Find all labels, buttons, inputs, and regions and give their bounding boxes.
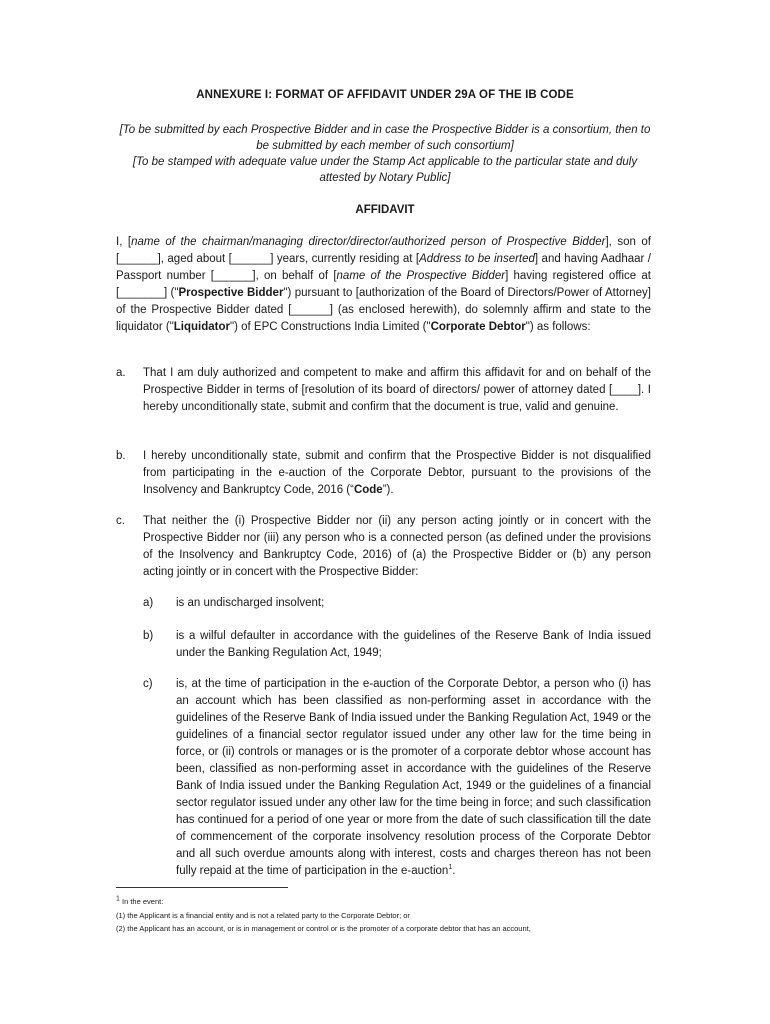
clause-text: I hereby unconditionally state, submit and confirm that the Prospective Bidder is not disqualified from participating in the e-auction of the Corporate Debtor, pursuant to the provisions of the Insolvency and Bankruptcy Code, 2016 (“Code”). xyxy=(143,450,651,496)
subclause-marker: b) xyxy=(143,630,154,642)
footnote-rule xyxy=(116,887,288,888)
instruction-stamp: [To be stamped with adequate value under the Stamp Act applicable to the particular state and duly attested by Notary Public] xyxy=(132,156,638,184)
affidavit-heading: AFFIDAVIT xyxy=(355,204,415,216)
instruction-consortium: [To be submitted by each Prospective Bidder and in case the Prospective Bidder is a consortium, then to be submitted by each member of such consortium] xyxy=(119,124,651,152)
clause-marker: c. xyxy=(116,515,125,527)
clause-marker: b. xyxy=(116,450,126,462)
subclause-marker: c) xyxy=(143,678,153,690)
intro-paragraph: I, [name of the chairman/managing director/director/authorized person of Prospective Bidder], son of [______], aged about [______] years, currently residing at [Address to be inserted] and having Aadhaar / Passport number [______], on behalf of [name of the Prospective Bidder] having registered office at [_______] ("Prospective Bidder") pursuant to [authorization of the Board of Directors/Power of Attorney] of the Prospective Bidder dated [______] (as enclosed herewith), do solemnly affirm and state to the liquidator ("Liquidator") of EPC Constructions India Limited ("Corporate Debtor") as follows: xyxy=(116,236,652,333)
subclause-text: is a wilful defaulter in accordance with the guidelines of the Reserve Bank of India issued under the Banking Regulation Act, 1949; xyxy=(176,630,651,659)
footnote-line-2: (2) the Applicant has an account, or is in management or control or is the promoter of a corporate debtor that has an account, xyxy=(116,924,531,933)
clause-text: That neither the (i) Prospective Bidder nor (ii) any person acting jointly or in concert with the Prospective Bidder nor (iii) any person who is a connected person (as defined under the provisions of the Insolvency and Bankruptcy Code, 2016) of (a) the Prospective Bidder or (b) any person acting jointly or in concert with the Prospective Bidder: xyxy=(143,515,651,578)
footnote-ref: 1 xyxy=(448,864,453,872)
document-title: ANNEXURE I: FORMAT OF AFFIDAVIT UNDER 29A OF THE IB CODE xyxy=(196,89,574,101)
subclause-marker: a) xyxy=(143,597,154,609)
subclause-text: is, at the time of participation in the e-auction of the Corporate Debtor, a person who (i) has an account which has been classified as non-performing asset in accordance with the guidelines of the Reserve Bank of India issued under the Banking Regulation Act, 1949 or the guidelines of a financial sector regulator issued under any other law for the time being in force, or (ii) controls or manages or is the promoter of a corporate debtor whose account has been, classified as non-performing asset in accordance with the guidelines of the Reserve Bank of India issued under the Banking Regulation Act, 1949 or the guidelines of a financial sector regulator issued under any other law for the time being in force; and such classification has continued for a period of one year or more from the date of such classification till the date of commencement of the corporate insolvency resolution process of the Corporate Debtor and all such overdue amounts along with interest, costs and charges thereon has not been fully repaid at the time of participation in the e-auction$^1$. xyxy=(176,678,652,877)
footnote-number: 1 xyxy=(116,895,120,903)
footnote-1: $^1$ In the event: xyxy=(116,895,164,906)
clause-text: That I am duly authorized and competent to make and affirm this affidavit for and on behalf of the Prospective Bidder in terms of [resolution of its board of directors/ power of attorney dated [____]. I hereby unconditionally state, submit and confirm that the document is true, valid and genuine. xyxy=(143,367,651,413)
footnote-line-1: (1) the Applicant is a financial entity and is not a related party to the Corporate Debtor; or xyxy=(116,911,410,920)
clause-marker: a. xyxy=(116,367,126,379)
subclause-text: is an undischarged insolvent; xyxy=(176,597,325,609)
